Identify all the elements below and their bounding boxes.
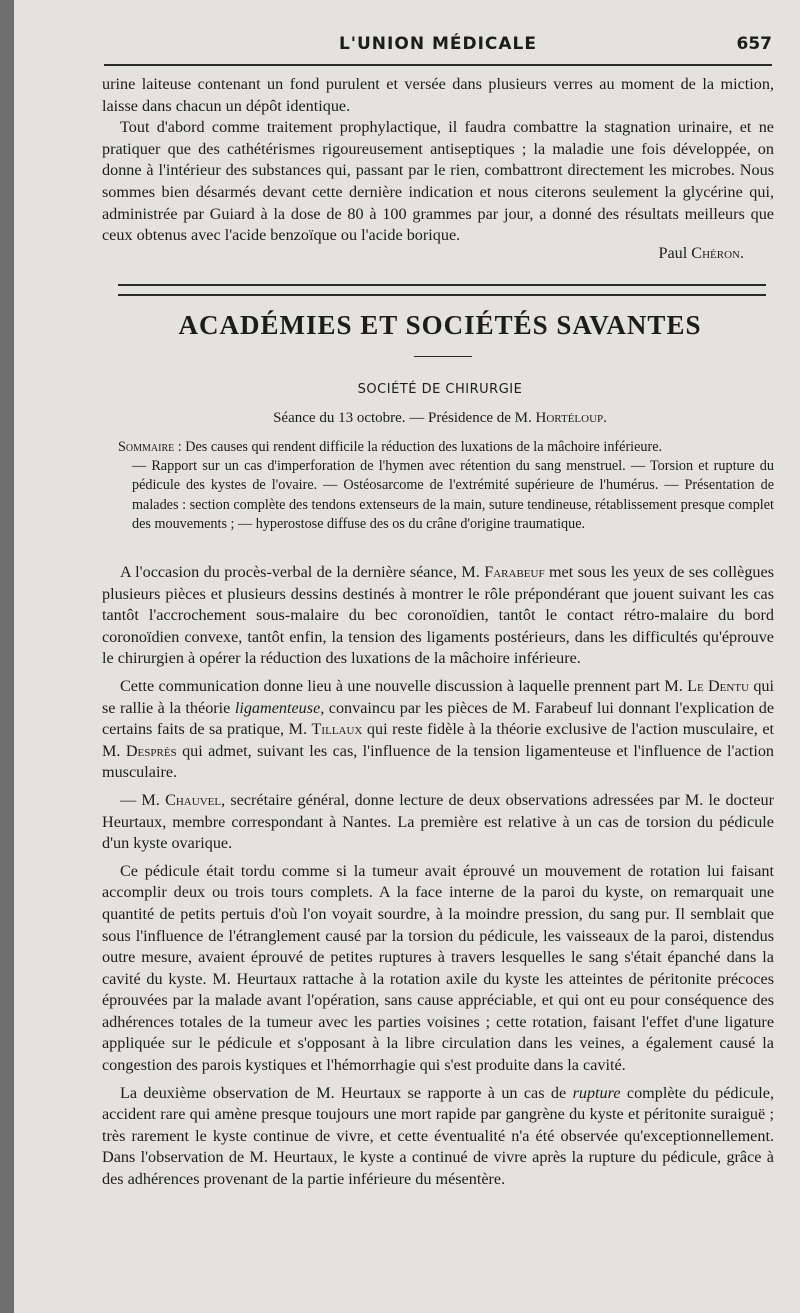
text-run: qui se rallie à la théorie (102, 676, 775, 717)
title-underline (414, 356, 472, 357)
text-run: Cette communication donne lieu à une nouvelle discussion à laquelle prennent part M. (120, 676, 683, 695)
signature-last-name: Chéron. (691, 244, 744, 262)
running-header (104, 30, 772, 66)
author-signature (514, 244, 744, 263)
summary-first-item: Des causes qui rendent difficile la réduction des luxations de la mâchoire inférieure. (185, 439, 663, 455)
text-run: met sous les yeux de ses collègues plusieurs pièces et plusieurs dessins destinés à montrer le rôle prépondérant que jouent suivant les cas tantôt l'accrochement sous-malaire du bec coronoïdien, tantôt le contact rétro-malaire du bord coronoïdien convexe, tantôt enfin, la tension des ligaments postérieurs, dans les difficultés qu'éprouve le chirurgien à opérer la réduction des luxations de la mâchoire inférieure. (102, 563, 775, 668)
text-run: secrétaire général, donne lecture de deux observations adressées par M. le docteur Heurtaux, membre correspondant à Nantes. La première est relative à un cas de torsion du pédicule d'un kyste ovarique. (102, 790, 774, 853)
intro-paragraph-2: Tout d'abord comme traitement prophylactique, il faudra combattre la stagnation urinaire, et ne pratiquer que des cathétérismes rigoureusement antiseptiques ; la maladie une fois développée, on donne à l'intérieur des substances qui, passant par le rien, combattront directement les microbes. Nous sommes bien désarmés devant cette dernière indication et nous citerons seulement la glycérine qui, administrée par Guiard à la dose de 80 à 100 grammes par jour, a donné des résultats meilleurs que ceux obtenus avec l'acide benzoïque ou l'acide borique. (102, 118, 774, 245)
session-president: Hortéloup. (535, 410, 607, 426)
signature-first-name: Paul (658, 244, 688, 262)
text-run: complète du pédicule, accident rare qui amène presque toujours une mort rapide par gangrène du kyste et péritonite suraiguë ; très rarement le kyste continue de vivre, et cette éventualité n'a été observée qu'exceptionnellement. Dans l'observation de M. Heurtaux, le kyste a continué de vivre après la rupture du pédicule, grâce à des adhérences provenant de la partie inférieure du mésentère. (102, 1083, 775, 1189)
body-paragraph-4: Ce pédicule était tordu comme si la tumeur avait éprouvé un mouvement de rotation lui faisant accomplir deux ou trois tours complets. A la face interne de la paroi du kyste, on remarquait une quantité de petits pertuis d'où l'on voyait sourdre, à la moindre pression, du sang pur. Il semblait que sous l'influence de l'étranglement causé par la torsion du pédicule, les vaisseaux de la paroi, distendus outre mesure, avaient éprouvé de petites ruptures à travers lesquelles le sang s'était épanché dans la cavité du kyste. M. Heurtaux rattache à la rotation axile du kyste les atteintes de péritonite précoces éprouvées par la malade avant l'opération, sans cause appréciable, et qui ont eu pour conséquence des adhérences totales de la tumeur avec les parties voisines ; cette rotation, faisant l'effet d'une ligature appliquée sur le pédicule et s'opposant à la libre circulation dans les veines, a également causé la congestion des parois kystiques et l'hémorrhagie qui s'est produite dans la cavité. (102, 861, 774, 1075)
text-run: La deuxième observation de M. Heurtaux se rapporte à un cas de (120, 1083, 567, 1102)
body-paragraph-1 (102, 562, 774, 670)
italic-term: ligamenteuse, (234, 698, 325, 717)
italic-term: rupture (572, 1083, 621, 1102)
text-run: qui admet, suivant les cas, l'influence de la tension ligamenteuse et l'influence de l'action musculaire. (102, 741, 775, 782)
person-name: Tillaux (311, 720, 363, 739)
summary-rest: — Rapport sur un cas d'imperforation de l'hymen avec rétention du sang menstruel. — Torsion et rupture du pédicule des kystes de l'ovaire. — Ostéosarcome de l'extrémité supérieure de l'humérus. — Présentation de malades : section complète des tendons extenseurs de la main, suture tendineuse, rétablissement presque complet des mouvements ; — hyperostose diffuse des os du crâne d'origine traumatique. (132, 458, 774, 532)
journal-title: L'UNION MÉDICALE (338, 34, 538, 54)
journal-page (14, 0, 800, 1313)
page-number: 657 (736, 34, 772, 54)
intro-paragraph-1: urine laiteuse contenant un fond purulent et versée dans plusieurs verres au moment de la miction, laisse dans chacun un dépôt identique. (102, 75, 774, 115)
text-run: — M. (120, 790, 160, 809)
text-run: qui reste fidèle à la théorie exclusive de l'action musculaire, et M. (102, 720, 774, 760)
section-divider (118, 284, 766, 296)
body-paragraph-3 (102, 790, 774, 855)
summary-block (118, 438, 774, 534)
body-paragraph-2 (102, 676, 774, 784)
session-prefix: Séance du 13 octobre. — Présidence de M. (273, 410, 532, 426)
session-body (102, 562, 774, 1197)
person-name: Farabeuf (484, 563, 545, 581)
section-title: ACADÉMIES ET SOCIÉTÉS SAVANTES (178, 310, 702, 340)
person-name: Desprès (125, 741, 177, 760)
text-run: convaincu par les pièces de M. Farabeuf lui donnant l'explication de certains faits de sa pratique, M. (102, 698, 775, 739)
person-name: Chauvel, (165, 790, 226, 809)
body-paragraph-5 (102, 1083, 774, 1191)
intro-text (102, 74, 774, 247)
person-name: Le Dentu (687, 676, 750, 695)
summary-label: Sommaire : (118, 439, 182, 455)
session-line (110, 410, 770, 427)
subsection-title: SOCIÉTÉ DE CHIRURGIE (357, 382, 523, 397)
text-run: A l'occasion du procès-verbal de la dernière séance, M. (120, 563, 480, 581)
